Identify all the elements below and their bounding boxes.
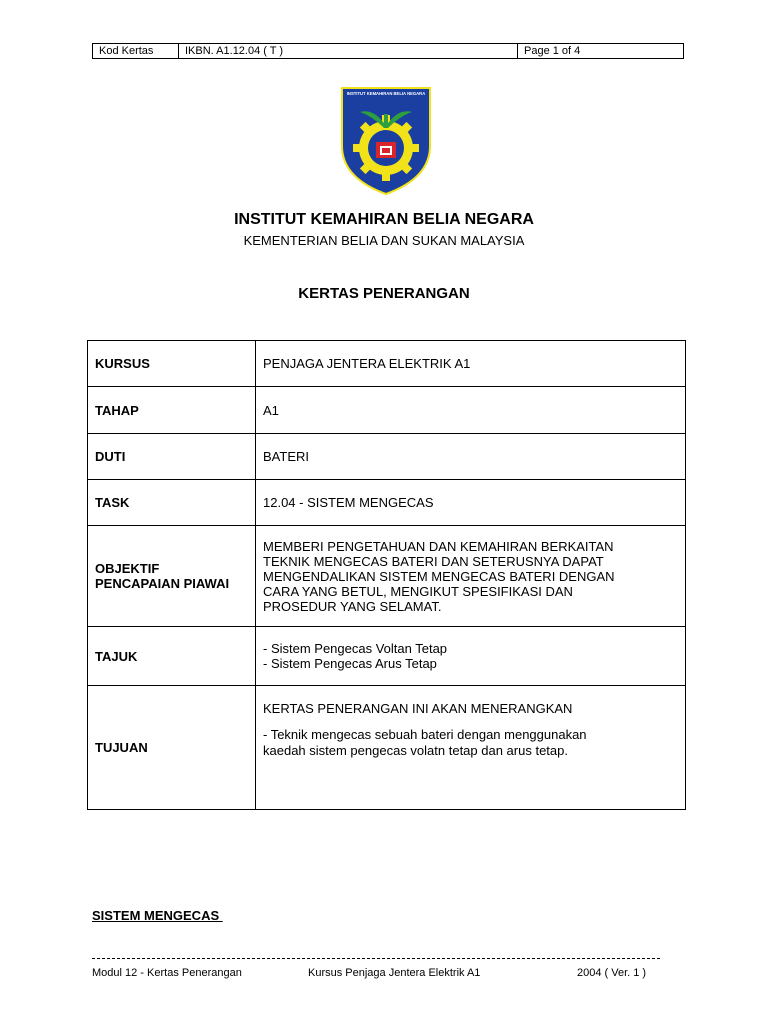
tajuk-label: TAJUK bbox=[88, 627, 256, 686]
kod-kertas-label: Kod Kertas bbox=[93, 44, 179, 58]
footer-module: Modul 12 - Kertas Penerangan bbox=[92, 967, 242, 979]
ikbn-logo bbox=[338, 86, 434, 196]
objektif-label-line: PENCAPAIAN PIAWAI bbox=[95, 576, 230, 591]
table-row bbox=[88, 686, 686, 810]
duti-value: BATERI bbox=[256, 434, 686, 480]
tajuk-line: - Sistem Pengecas Arus Tetap bbox=[263, 656, 437, 671]
document-title: KERTAS PENERANGAN bbox=[298, 285, 470, 302]
table-row bbox=[88, 627, 686, 686]
objektif-line: CARA YANG BETUL, MENGIKUT SPESIFIKASI DAN bbox=[263, 583, 573, 599]
objektif-line: MEMBERI PENGETAHUAN DAN KEMAHIRAN BERKAITAN bbox=[263, 538, 614, 554]
kod-kertas-value: IKBN. A1.12.04 ( T ) bbox=[179, 44, 518, 58]
tujuan-line: kaedah sistem pengecas volatn tetap dan arus tetap. bbox=[263, 743, 568, 758]
task-value: 12.04 - SISTEM MENGECAS bbox=[256, 480, 686, 526]
table-row bbox=[88, 526, 686, 627]
table-row bbox=[88, 434, 686, 480]
ministry-name: KEMENTERIAN BELIA DAN SUKAN MALAYSIA bbox=[243, 233, 525, 248]
kursus-label: KURSUS bbox=[88, 341, 256, 387]
table-row bbox=[88, 387, 686, 434]
task-label: TASK bbox=[88, 480, 256, 526]
institution-name: INSTITUT KEMAHIRAN BELIA NEGARA bbox=[234, 211, 534, 228]
info-table bbox=[87, 340, 686, 810]
objektif-line: MENGENDALIKAN SISTEM MENGECAS BATERI DENGAN bbox=[263, 568, 615, 584]
svg-text:INSTITUT KEMAHIRAN BELIA NEGAR: INSTITUT KEMAHIRAN BELIA NEGARA bbox=[346, 91, 426, 96]
section-heading: SISTEM MENGECAS bbox=[92, 908, 223, 923]
tujuan-line: - Teknik mengecas sebuah bateri dengan menggunakan bbox=[263, 727, 587, 742]
objektif-line: TEKNIK MENGECAS BATERI DAN SETERUSNYA DAPAT bbox=[263, 553, 604, 569]
duti-label: DUTI bbox=[88, 434, 256, 480]
objektif-label-line: OBJEKTIF bbox=[95, 561, 160, 576]
table-row bbox=[88, 341, 686, 387]
tahap-label: TAHAP bbox=[88, 387, 256, 434]
objektif-value bbox=[256, 526, 686, 627]
tajuk-line: - Sistem Pengecas Voltan Tetap bbox=[263, 641, 448, 656]
kursus-value: PENJAGA JENTERA ELEKTRIK A1 bbox=[256, 341, 686, 387]
tujuan-value bbox=[256, 686, 686, 810]
tahap-value: A1 bbox=[256, 387, 686, 434]
table-row bbox=[88, 480, 686, 526]
page-header-box bbox=[92, 43, 684, 59]
tujuan-label: TUJUAN bbox=[88, 686, 256, 810]
footer-divider bbox=[92, 958, 660, 959]
footer-version: 2004 ( Ver. 1 ) bbox=[577, 967, 647, 979]
tajuk-value bbox=[256, 627, 686, 686]
objektif-label bbox=[88, 526, 256, 627]
objektif-line: PROSEDUR YANG SELAMAT. bbox=[263, 598, 442, 614]
tujuan-intro: KERTAS PENERANGAN INI AKAN MENERANGKAN bbox=[263, 701, 573, 716]
page-number: Page 1 of 4 bbox=[524, 45, 581, 57]
footer-course: Kursus Penjaga Jentera Elektrik A1 bbox=[308, 967, 481, 979]
